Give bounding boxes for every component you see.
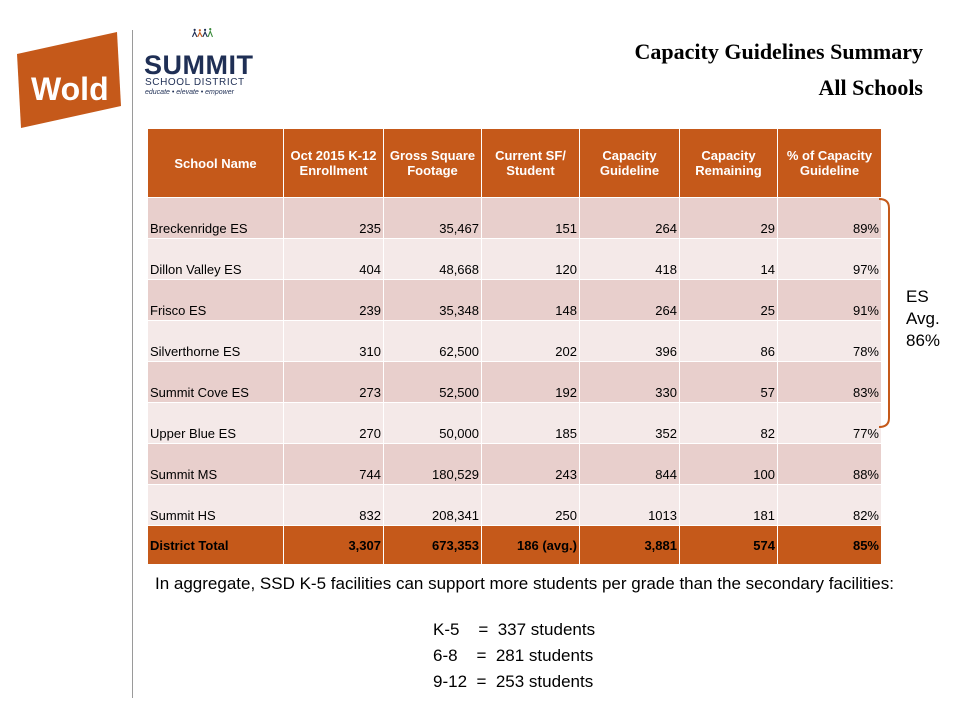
table-row <box>148 239 882 280</box>
sf-student-cell: 192 <box>482 362 580 403</box>
title-line-1: Capacity Guidelines Summary <box>634 39 923 64</box>
es-average-line-2: Avg. <box>906 309 940 328</box>
school-name-cell: Summit HS <box>148 485 284 526</box>
es-bracket <box>879 198 891 428</box>
gsf-cell: 52,500 <box>384 362 482 403</box>
table-row <box>148 280 882 321</box>
pct-cell: 83% <box>778 362 882 403</box>
column-header: Gross Square Footage <box>384 129 482 198</box>
remaining-cell: 57 <box>680 362 778 403</box>
total-enrollment-cell: 3,307 <box>284 526 384 565</box>
school-name-cell: Summit Cove ES <box>148 362 284 403</box>
table-row <box>148 198 882 239</box>
table-row <box>148 444 882 485</box>
table-header-row <box>148 129 882 198</box>
column-header: School Name <box>148 129 284 198</box>
gsf-cell: 48,668 <box>384 239 482 280</box>
gsf-cell: 35,467 <box>384 198 482 239</box>
school-name-cell: Dillon Valley ES <box>148 239 284 280</box>
table-total-row <box>148 526 882 565</box>
guideline-cell: 352 <box>580 403 680 444</box>
summit-logo-district: SCHOOL DISTRICT <box>145 77 245 88</box>
remaining-cell: 29 <box>680 198 778 239</box>
enrollment-cell: 832 <box>284 485 384 526</box>
remaining-cell: 86 <box>680 321 778 362</box>
column-header: % of Capacity Guideline <box>778 129 882 198</box>
total-pct-cell: 85% <box>778 526 882 565</box>
guideline-cell: 418 <box>580 239 680 280</box>
total-name-cell: District Total <box>148 526 284 565</box>
title-line-2: All Schools <box>818 75 923 100</box>
table-row <box>148 362 882 403</box>
remaining-cell: 181 <box>680 485 778 526</box>
enrollment-cell: 310 <box>284 321 384 362</box>
sf-student-cell: 151 <box>482 198 580 239</box>
table-row <box>148 403 882 444</box>
school-name-cell: Summit MS <box>148 444 284 485</box>
sf-student-cell: 185 <box>482 403 580 444</box>
summit-logo-tagline: educate • elevate • empower <box>145 89 234 96</box>
pct-cell: 91% <box>778 280 882 321</box>
pct-cell: 88% <box>778 444 882 485</box>
table-row <box>148 321 882 362</box>
remaining-cell: 82 <box>680 403 778 444</box>
guideline-cell: 1013 <box>580 485 680 526</box>
es-average-line-3: 86% <box>906 331 941 350</box>
school-name-cell: Frisco ES <box>148 280 284 321</box>
wold-logo <box>17 32 121 128</box>
page-title <box>635 34 923 106</box>
gsf-cell: 35,348 <box>384 280 482 321</box>
sf-student-cell: 148 <box>482 280 580 321</box>
remaining-cell: 100 <box>680 444 778 485</box>
es-average-line-1: ES <box>906 287 929 306</box>
es-average-label <box>906 286 940 352</box>
students-per-grade-list <box>433 617 595 695</box>
sf-student-cell: 202 <box>482 321 580 362</box>
total-gsf-cell: 673,353 <box>384 526 482 565</box>
enrollment-cell: 270 <box>284 403 384 444</box>
enrollment-cell: 744 <box>284 444 384 485</box>
gsf-cell: 50,000 <box>384 403 482 444</box>
capacity-table <box>147 128 882 565</box>
column-header: Capacity Guideline <box>580 129 680 198</box>
pct-cell: 82% <box>778 485 882 526</box>
summit-logo-name: SUMMIT <box>144 50 254 80</box>
guideline-cell: 330 <box>580 362 680 403</box>
sf-student-cell: 250 <box>482 485 580 526</box>
guideline-cell: 396 <box>580 321 680 362</box>
guideline-cell: 264 <box>580 198 680 239</box>
column-header: Capacity Remaining <box>680 129 778 198</box>
table-row <box>148 485 882 526</box>
remaining-cell: 14 <box>680 239 778 280</box>
school-name-cell: Upper Blue ES <box>148 403 284 444</box>
gsf-cell: 208,341 <box>384 485 482 526</box>
school-name-cell: Breckenridge ES <box>148 198 284 239</box>
guideline-cell: 844 <box>580 444 680 485</box>
enrollment-cell: 235 <box>284 198 384 239</box>
pct-cell: 78% <box>778 321 882 362</box>
remaining-cell: 25 <box>680 280 778 321</box>
wold-logo-text: Wold <box>31 71 109 107</box>
gsf-cell: 62,500 <box>384 321 482 362</box>
total-remaining-cell: 574 <box>680 526 778 565</box>
pct-cell: 77% <box>778 403 882 444</box>
stat-6-8: 6-8 = 281 students <box>433 646 594 665</box>
gsf-cell: 180,529 <box>384 444 482 485</box>
enrollment-cell: 239 <box>284 280 384 321</box>
pct-cell: 89% <box>778 198 882 239</box>
column-header: Oct 2015 K-12 Enrollment <box>284 129 384 198</box>
pct-cell: 97% <box>778 239 882 280</box>
enrollment-cell: 273 <box>284 362 384 403</box>
total-sf-student-cell: 186 (avg.) <box>482 526 580 565</box>
column-header: Current SF/ Student <box>482 129 580 198</box>
school-name-cell: Silverthorne ES <box>148 321 284 362</box>
total-guideline-cell: 3,881 <box>580 526 680 565</box>
summary-text: In aggregate, SSD K-5 facilities can support more students per grade than the secondary facilities: <box>155 574 894 593</box>
vertical-divider <box>132 30 133 698</box>
stat-9-12: 9-12 = 253 students <box>433 672 594 691</box>
stat-k5: K-5 = 337 students <box>433 620 596 639</box>
sf-student-cell: 243 <box>482 444 580 485</box>
guideline-cell: 264 <box>580 280 680 321</box>
sf-student-cell: 120 <box>482 239 580 280</box>
enrollment-cell: 404 <box>284 239 384 280</box>
